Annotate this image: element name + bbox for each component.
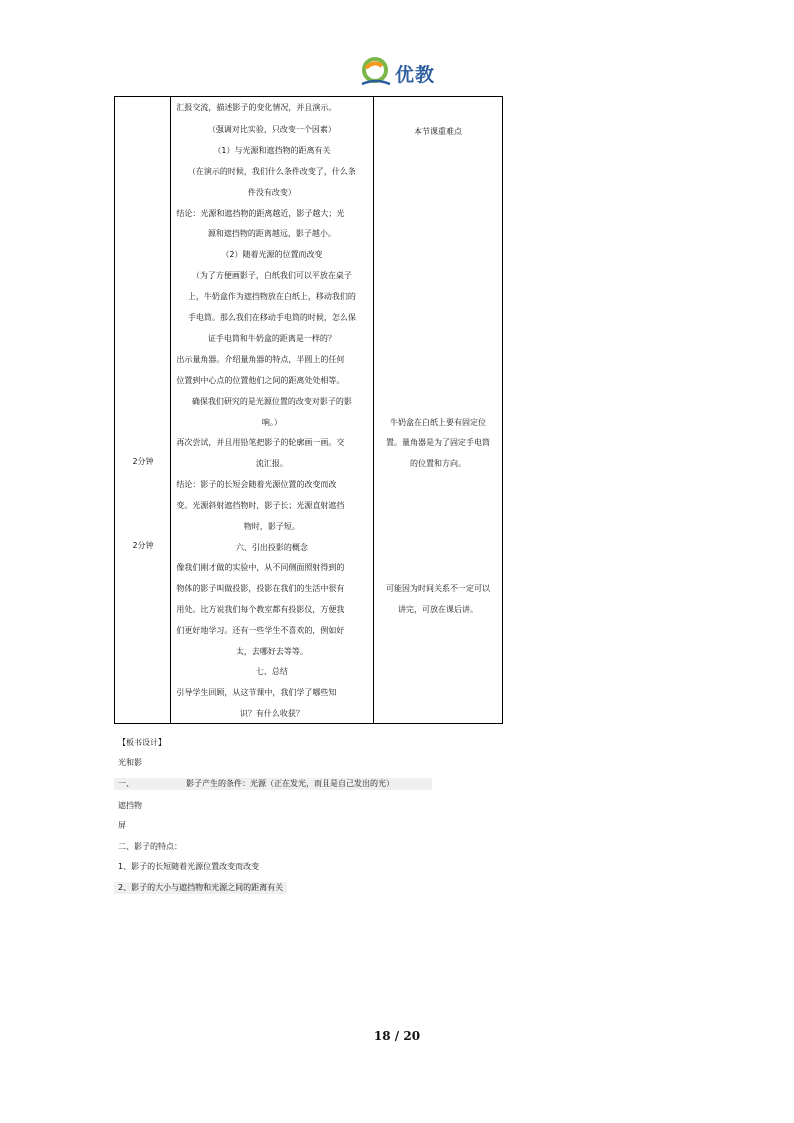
- lesson-plan-table: [114, 96, 503, 724]
- content-line: 用处。比方说我们每个教室都有投影仪，方便我: [176, 605, 345, 614]
- board-line: 屏: [118, 821, 126, 830]
- note-line: 本节课重难点: [413, 127, 462, 136]
- content-line: 物时，影子短。: [243, 522, 300, 531]
- content-line: 件没有改变）: [247, 188, 296, 197]
- content-line: 手电筒。那么我们在移动手电筒的时候，怎么保: [187, 313, 356, 322]
- content-line: 变。光源斜射遮挡物时，影子长；光源直射遮挡: [176, 501, 345, 510]
- content-line: 识？有什么收获？: [239, 709, 304, 718]
- content-line: 确保我们研究的是光源位置的改变对影子的影: [191, 397, 352, 406]
- content-line: 像我们刚才做的实验中，从不同侧面照射得到的: [176, 563, 345, 572]
- time-column: [115, 97, 171, 724]
- content-line: 证手电筒和牛奶盒的距离是一样的？: [207, 334, 336, 343]
- board-line-shaded: [114, 882, 287, 894]
- table-row: [115, 97, 503, 724]
- content-line: （强调对比实验，只改变一个因素）: [207, 125, 336, 134]
- content-line: 上，牛奶盒作为遮挡物放在白纸上，移动我们的: [187, 292, 356, 301]
- content-line: 结论：影子的长短会随着光源位置的改变而改: [176, 480, 337, 489]
- board-line: 二、影子的特点：: [118, 842, 182, 851]
- content-line: 们更好地学习。还有一些学生不喜欢的，例如好: [176, 626, 345, 635]
- content-line: （1）与光源和遮挡物的距离有关: [213, 146, 331, 155]
- board-design-heading: 【板书设计】: [118, 738, 166, 747]
- notes-column: [373, 97, 502, 724]
- content-line: 出示量角器。介绍量角器的特点，半圆上的任何: [176, 355, 345, 364]
- board-line: 一、: [118, 779, 134, 788]
- note-line: 讲完，可放在课后讲。: [397, 605, 478, 614]
- content-line: 结论：光源和遮挡物的距离越近，影子越大；光: [176, 209, 345, 218]
- time-label: 2分钟: [132, 541, 154, 550]
- note-line: 的位置和方向。: [409, 459, 466, 468]
- board-line: 遮挡物: [118, 801, 142, 810]
- content-line: （为了方便画影子，白纸我们可以平放在桌子: [191, 271, 352, 280]
- note-line: 牛奶盒在白纸上要有固定位: [389, 418, 486, 427]
- content-line: 源和遮挡物的距离越远，影子越小。: [207, 229, 336, 238]
- content-column: [171, 97, 374, 724]
- time-label: 2分钟: [132, 457, 154, 466]
- content-line: 位置到中心点的位置他们之间的距离处处相等。: [176, 376, 345, 385]
- board-line-shaded: [114, 778, 432, 790]
- board-line: 1、影子的长短随着光源位置改变而改变: [118, 862, 260, 871]
- content-line: （2）随着光源的位置而改变: [221, 250, 323, 259]
- content-line: 引导学生回顾，从这节课中，我们学了哪些知: [176, 688, 337, 697]
- logo-icon: [360, 56, 392, 90]
- logo-text: 优教: [395, 64, 436, 86]
- content-line: 流汇报。: [255, 459, 288, 468]
- content-line: （在演示的时候，我们什么条件改变了，什么条: [187, 167, 356, 176]
- content-line: 汇报交流，描述影子的变化情况，并且演示。: [176, 103, 337, 112]
- board-line: 影子产生的条件：光源（正在发光，而且是自己发出的光）: [186, 779, 394, 788]
- content-line: 六、引出投影的概念: [235, 543, 308, 552]
- logo: [360, 56, 450, 90]
- board-line: 2、影子的大小与遮挡物和光源之间的距离有关: [118, 883, 284, 892]
- content-line: 太，去哪好去等等。: [235, 647, 308, 656]
- note-line: 可能因为时间关系不一定可以: [385, 584, 490, 593]
- content-line: 响。）: [261, 418, 282, 427]
- page-number: 18 / 20: [373, 1029, 421, 1043]
- content-line: 物体的影子叫做投影，投影在我们的生活中很有: [176, 584, 345, 593]
- note-line: 置。量角器是为了固定手电筒: [385, 438, 490, 447]
- content-line: 七、总结: [255, 667, 288, 676]
- board-line: 光和影: [118, 758, 142, 767]
- content-line: 再次尝试，并且用铅笔把影子的轮廓画一画。交: [176, 438, 345, 447]
